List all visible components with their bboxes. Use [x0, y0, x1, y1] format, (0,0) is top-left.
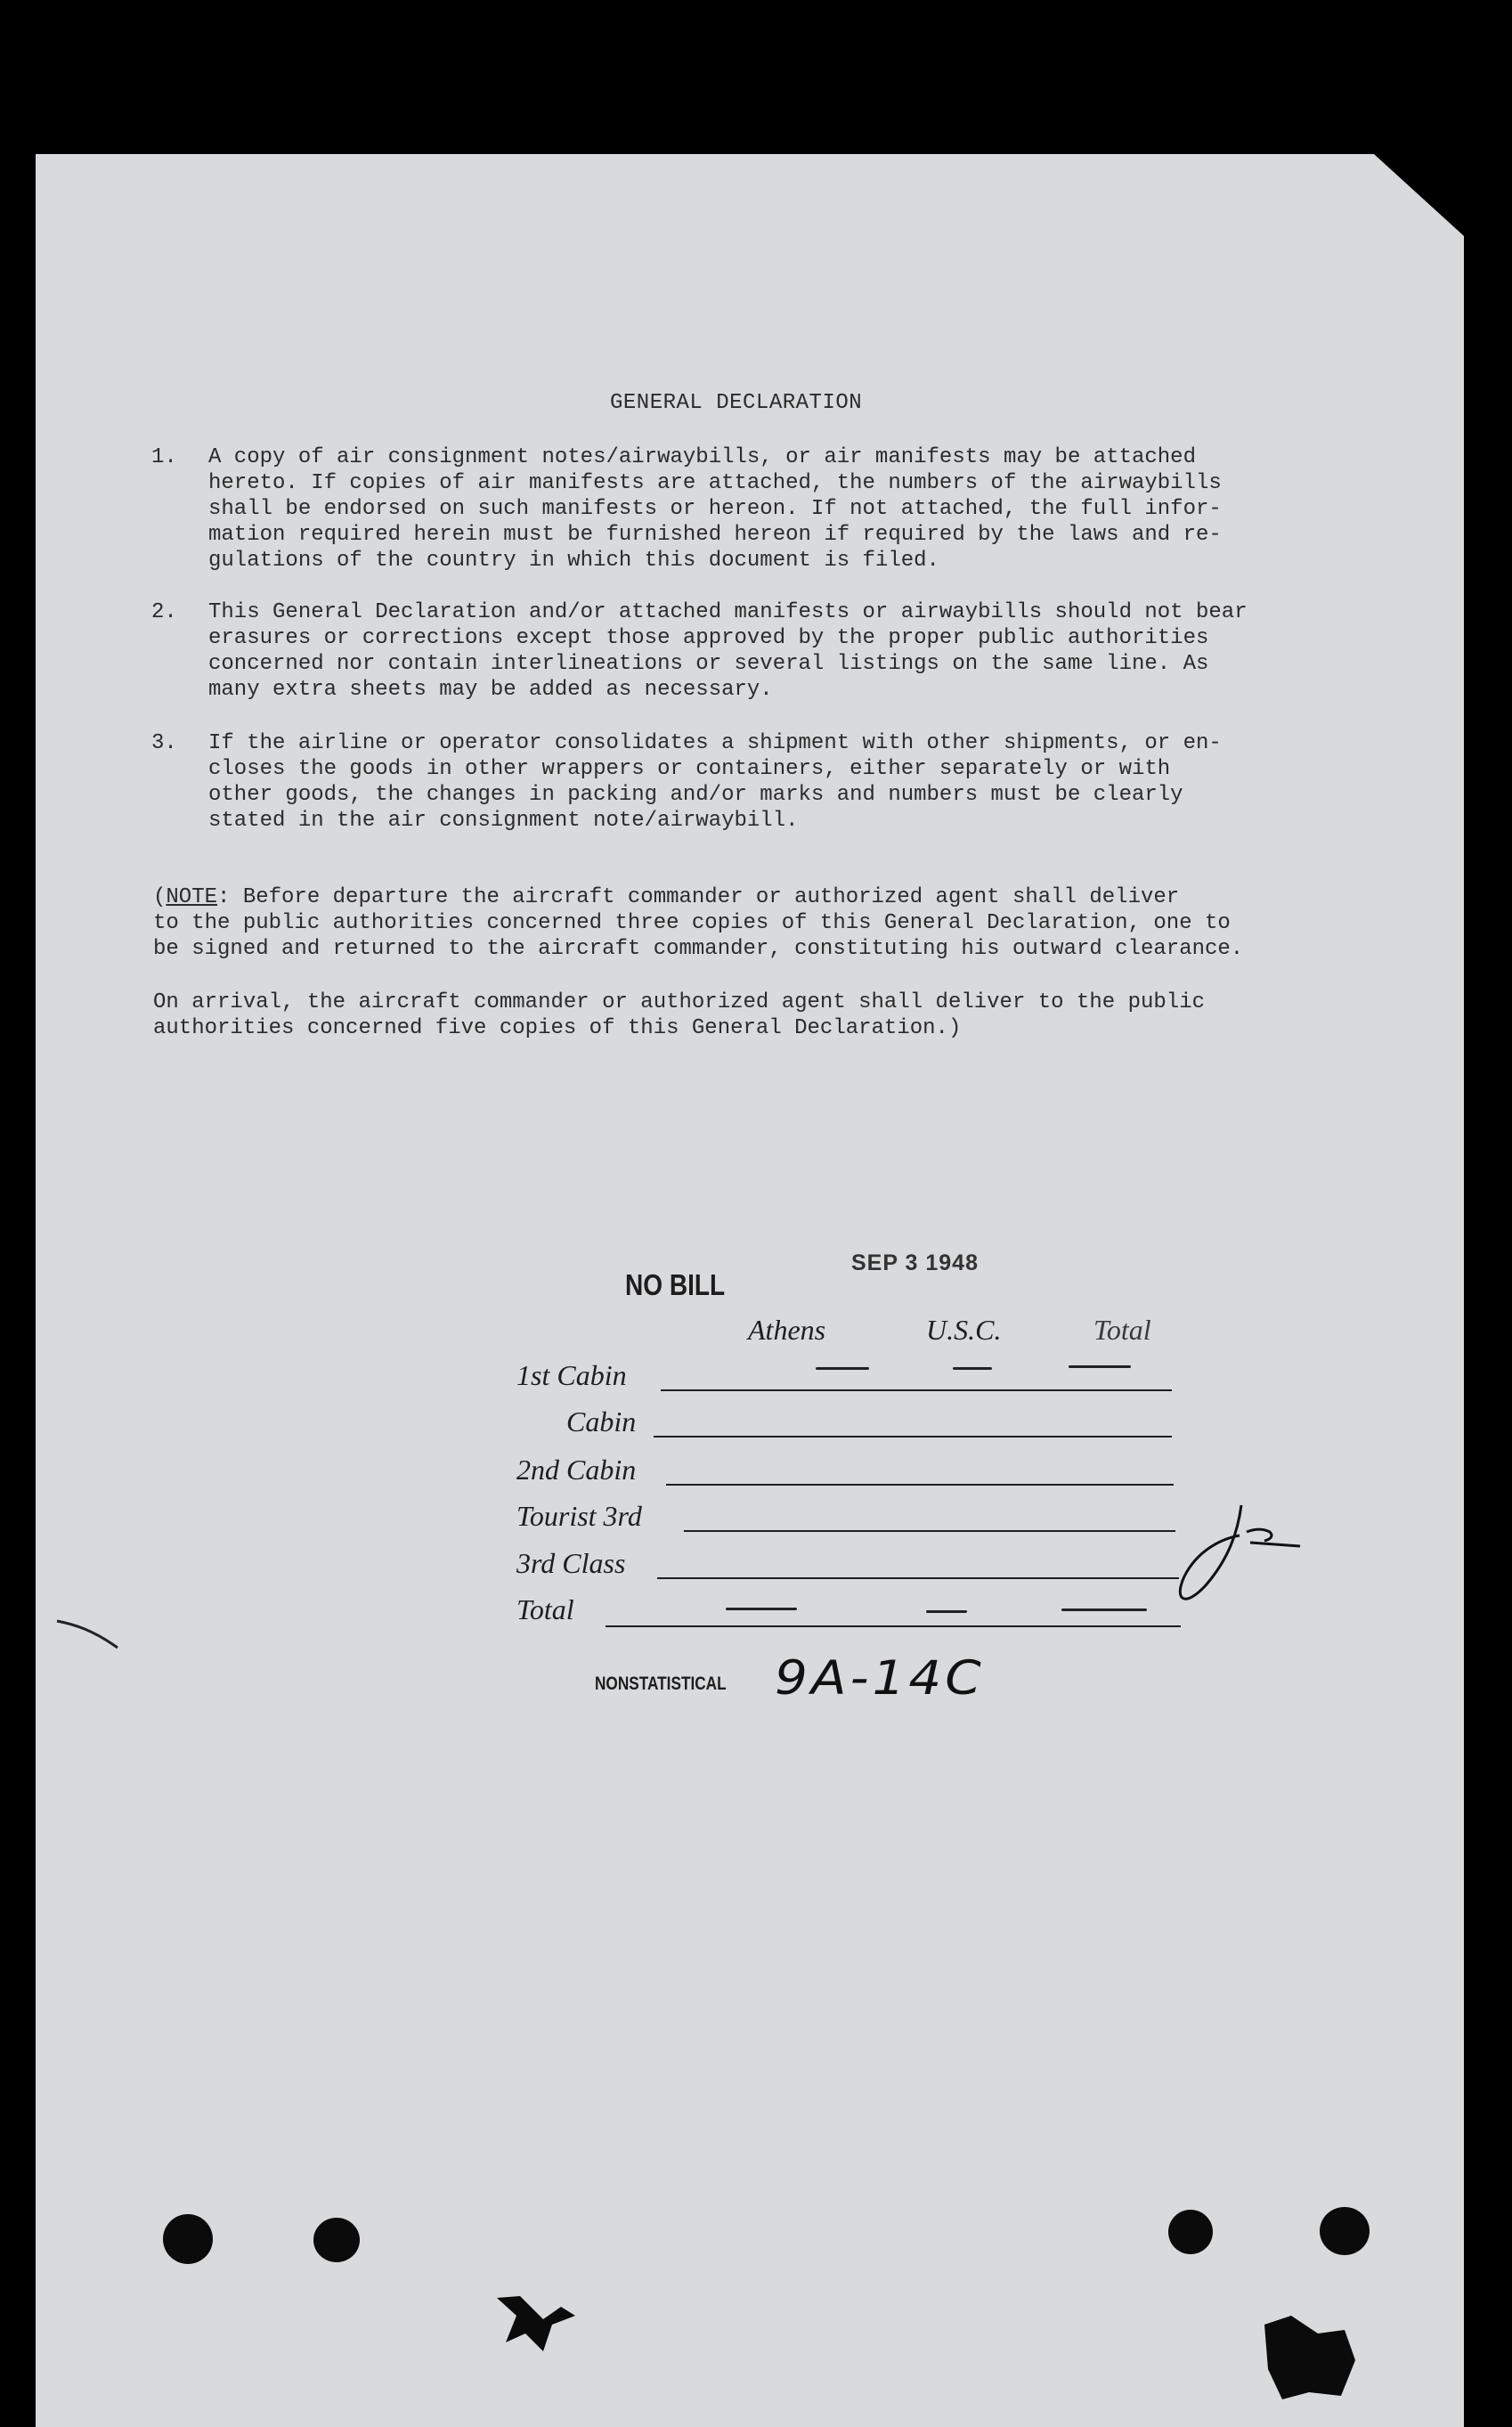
row-label-tourist-3rd: Tourist 3rd: [516, 1500, 642, 1532]
note-open-paren: (: [153, 885, 167, 909]
row-label-3rd-class: 3rd Class: [516, 1547, 626, 1579]
punch-hole: [1320, 2207, 1370, 2255]
form-line: [684, 1530, 1175, 1532]
column-header-total: Total: [1093, 1314, 1151, 1346]
form-line: [654, 1436, 1172, 1437]
row-label-cabin: Cabin: [566, 1405, 637, 1437]
tally-dash: [816, 1367, 869, 1370]
row-label-1st-cabin: 1st Cabin: [516, 1359, 627, 1391]
nonstatistical-stamp: NONSTATISTICAL: [595, 1674, 727, 1694]
paper-mark: [53, 1603, 134, 1657]
row-label-total: Total: [516, 1593, 574, 1625]
form-line: [661, 1389, 1172, 1391]
form-line: [606, 1625, 1181, 1627]
paper-tear: [1256, 2307, 1362, 2405]
date-stamp: SEP 3 1948: [851, 1250, 979, 1275]
tally-dash: [926, 1610, 967, 1613]
arrival-paragraph: On arrival, the aircraft commander or authorized agent shall deliver to the public authorities concerned five copies of this General Declaration.): [153, 990, 1205, 1040]
no-bill-stamp: NO BILL: [625, 1268, 726, 1301]
column-header-athens: Athens: [748, 1314, 826, 1346]
form-line: [657, 1577, 1179, 1579]
document-title: GENERAL DECLARATION: [610, 391, 863, 415]
item-text: This General Declaration and/or attached manifests or airwaybills should not bear erasures or corrections except those approved by the proper public authorities concerned nor contain interlineations or several listings on the same line. As many extra sheets may be added as necessary.: [208, 600, 1248, 702]
handwritten-code: 9A-14C: [775, 1650, 985, 1706]
item-text: A copy of air consignment notes/airwaybills, or air manifests may be attached hereto. If copies of air manifests are attached, the numbers of the airwaybills shall be endorsed on such manifests or hereon. If not attached, the full infor- mation required herein must be furnished hereon if required by the laws and re- gulations of the country in which this document is filed.: [208, 445, 1222, 573]
note-paragraph: [153, 884, 1336, 962]
note-text: : Before departure the aircraft commander or authorized agent shall deliver to the public authorities concerned three copies of this General Declaration, one to be signed and returned to the aircraft commander, constituting his outward clearance.: [153, 885, 1244, 961]
item-number: 1.: [151, 445, 177, 469]
tally-dash: [1061, 1608, 1147, 1611]
initials-signature: [1167, 1496, 1309, 1612]
punch-hole: [313, 2218, 360, 2262]
form-line: [666, 1484, 1174, 1486]
tally-dash: [1069, 1365, 1131, 1368]
punch-hole: [163, 2214, 213, 2264]
tally-dash: [953, 1367, 992, 1370]
item-text: If the airline or operator consolidates a shipment with other shipments, or en- closes the goods in other wrappers or containers, either separately or with other goods, the changes in packing and/or marks and numbers must be clearly stated in the air consignment note/airwaybill.: [208, 731, 1222, 833]
item-number: 2.: [151, 600, 177, 624]
column-header-usc: U.S.C.: [926, 1314, 1002, 1346]
note-label: NOTE: [166, 885, 218, 909]
item-number: 3.: [151, 731, 177, 755]
row-label-2nd-cabin: 2nd Cabin: [516, 1454, 637, 1486]
paper-tear: [490, 2289, 597, 2360]
tally-dash: [726, 1608, 797, 1610]
punch-hole: [1168, 2210, 1213, 2254]
